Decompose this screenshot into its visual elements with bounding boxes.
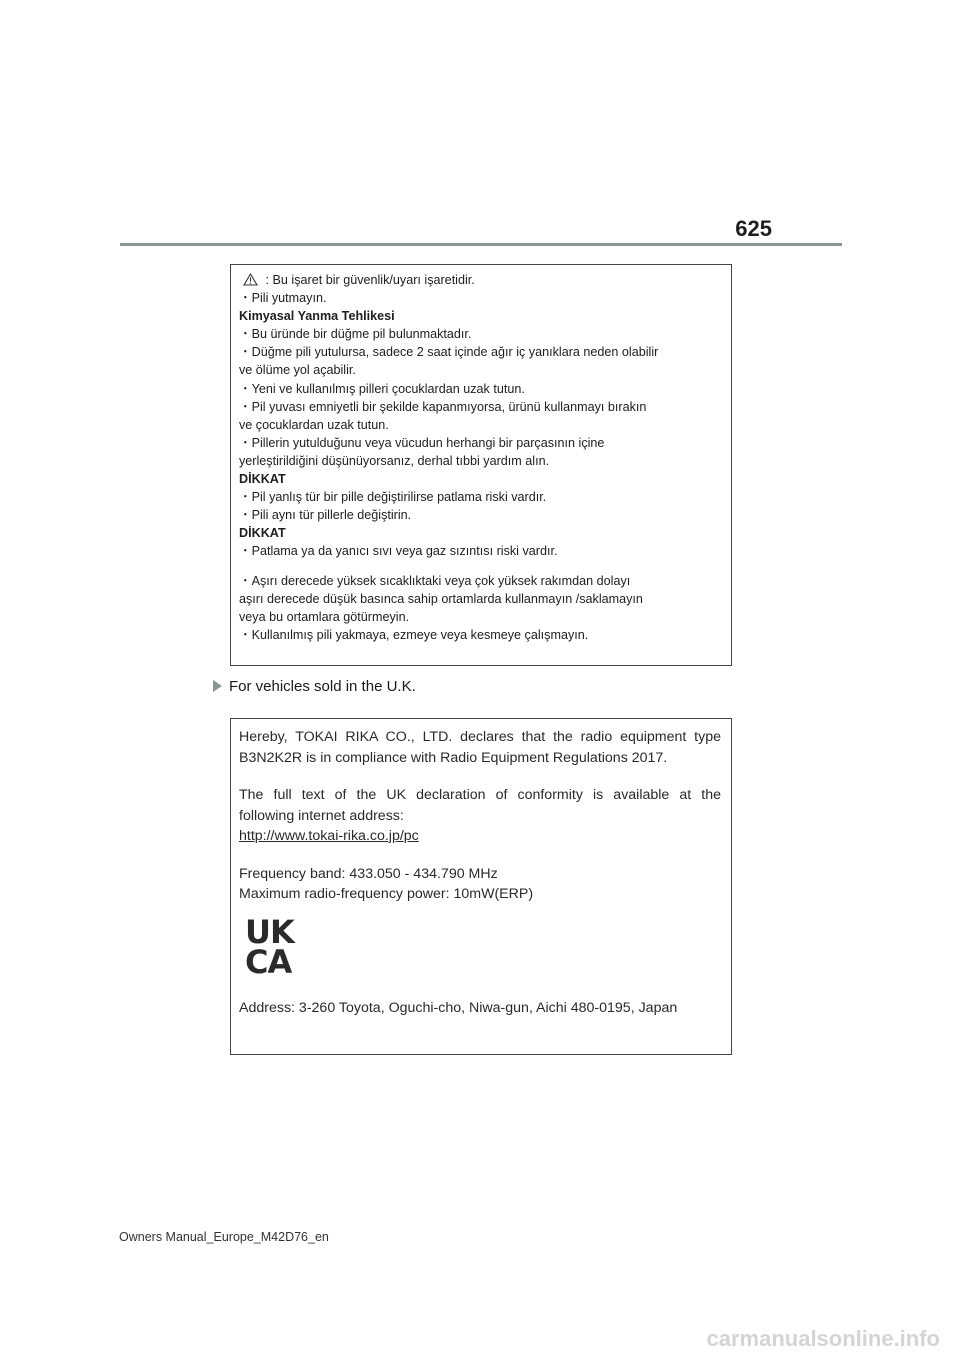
declaration-line: B3N2K2R is in compliance with Radio Equipment Regulations 2017. <box>239 749 668 766</box>
warning-triangle-icon <box>243 273 258 286</box>
manufacturer-address: Address: 3-260 Toyota, Oguchi-cho, Niwa-gun, Aichi 480-0195, Japan <box>239 999 678 1016</box>
frequency-band: Frequency band: 433.050 - 434.790 MHz <box>239 865 498 882</box>
uk-section-heading <box>213 678 416 695</box>
tr-line: ve ölüme yol açabilir. <box>239 363 356 378</box>
tr-line: veya bu ortamlara götürmeyin. <box>239 609 410 624</box>
tr-line: ・Bu üründe bir düğme pil bulunmaktadır. <box>239 327 472 342</box>
tr-line: ・Kullanılmış pili yakmaya, ezmeye veya kesmeye çalışmayın. <box>239 627 589 642</box>
tr-line: ・Pili yutmayın. <box>239 291 327 306</box>
fulltext-line: The full text of the UK declaration of conformity is available at the <box>239 787 721 803</box>
tr-line: ・Pili aynı tür pillerle değiştirin. <box>239 508 412 523</box>
tr-line: yerleştirildiğini düşünüyorsanız, derhal tıbbi yardım alın. <box>239 453 550 468</box>
tr-line: ・Yeni ve kullanılmış pilleri çocuklardan uzak tutun. <box>239 381 525 396</box>
tr-line: aşırı derecede düşük basınca sahip ortamlarda kullanmayın /saklamayın <box>239 591 643 606</box>
tr-heading-chemical-burn: Kimyasal Yanma Tehlikesi <box>239 309 395 324</box>
tr-line: ・Düğme pili yutulursa, sadece 2 saat içinde ağır iç yanıklara neden olabilir <box>239 345 659 360</box>
ukca-mark-logo <box>245 912 313 981</box>
turkish-warning-box <box>230 264 732 666</box>
uk-section-heading-text: For vehicles sold in the U.K. <box>229 678 416 695</box>
tr-line: ・Patlama ya da yanıcı sıvı veya gaz sızıntısı riski vardır. <box>239 544 558 559</box>
warning-symbol-line <box>239 271 731 289</box>
ukca-mark-top: UK <box>245 912 294 951</box>
tr-line: ve çocuklardan uzak tutun. <box>239 417 389 432</box>
tr-gap <box>239 561 731 572</box>
page-number: 625 <box>735 216 772 241</box>
tr-heading-caution: DİKKAT <box>239 472 286 487</box>
footer-manual-id: Owners Manual_Europe_M42D76_en <box>119 1230 329 1244</box>
tr-line: ・Aşırı derecede yüksek sıcaklıktaki veya çok yüksek rakımdan dolayı <box>239 573 631 588</box>
fulltext-line: following internet address: <box>239 807 404 824</box>
tr-line: ・Pil yuvası emniyetli bir şekilde kapanmıyorsa, ürünü kullanmayı bırakın <box>239 399 647 414</box>
declaration-line: Hereby, TOKAI RIKA CO., LTD. declares that the radio equipment type <box>239 729 721 745</box>
header-rule <box>120 243 842 246</box>
ukca-mark-bottom: CA <box>245 942 292 981</box>
uk-declaration-box <box>230 718 732 1055</box>
max-power: Maximum radio-frequency power: 10mW(ERP) <box>239 886 534 902</box>
tr-heading-caution: DİKKAT <box>239 526 286 541</box>
tr-line: ・Pillerin yutulduğunu veya vücudun herhangi bir parçasının içine <box>239 435 605 450</box>
declaration-url-link[interactable]: http://www.tokai-rika.co.jp/pc <box>239 828 419 844</box>
tr-line: ・Pil yanlış tür bir pille değiştirilirse patlama riski vardır. <box>239 490 547 505</box>
arrow-right-icon <box>213 680 222 692</box>
watermark: carmanualsonline.info <box>706 1326 940 1351</box>
warning-symbol-text: : Bu işaret bir güvenlik/uyarı işaretidir. <box>265 273 475 287</box>
